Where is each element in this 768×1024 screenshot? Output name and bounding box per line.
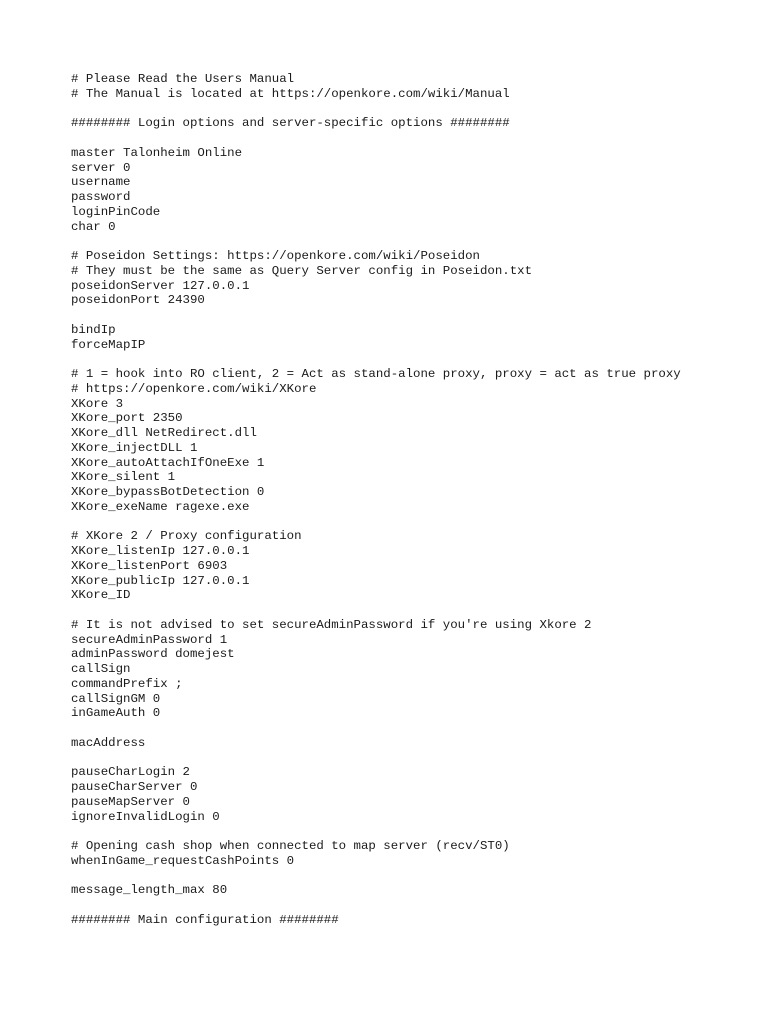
config-line: ######## Login options and server-specific options ########	[71, 116, 510, 131]
config-line: poseidonPort 24390	[71, 293, 205, 308]
config-line: XKore_ID	[71, 588, 131, 603]
config-line: commandPrefix ;	[71, 676, 183, 691]
config-line	[71, 898, 681, 913]
config-line	[71, 869, 681, 884]
config-line: # The Manual is located at https://openkore.com/wiki/Manual	[71, 86, 510, 101]
config-line: pauseMapServer 0	[71, 794, 190, 809]
config-line: callSign	[71, 662, 131, 676]
config-line: XKore_listenIp 127.0.0.1	[71, 544, 250, 558]
config-text-block	[71, 72, 681, 928]
config-line: ignoreInvalidLogin 0	[71, 809, 220, 824]
config-line	[71, 824, 681, 839]
config-line: # https://openkore.com/wiki/XKore	[71, 381, 317, 396]
config-line: username	[71, 175, 131, 190]
config-line: XKore_publicIp 127.0.0.1	[71, 573, 250, 588]
config-line: forceMapIP	[71, 337, 146, 352]
config-line: ######## Main configuration ########	[71, 912, 339, 927]
config-line: loginPinCode	[71, 204, 161, 219]
config-line: char 0	[71, 219, 116, 234]
config-line: XKore_listenPort 6903	[71, 558, 228, 573]
config-line	[71, 308, 681, 323]
config-line: macAddress	[71, 735, 146, 750]
config-line: password	[71, 190, 131, 204]
config-line: # Poseidon Settings: https://openkore.com/wiki/Poseidon	[71, 249, 480, 263]
config-line: # Opening cash shop when connected to map server (recv/ST0)	[71, 839, 510, 853]
config-line: callSignGM 0	[71, 691, 161, 706]
config-line	[71, 234, 681, 249]
config-line: # It is not advised to set secureAdminPassword if you're using Xkore 2	[71, 617, 592, 632]
config-line: # XKore 2 / Proxy configuration	[71, 529, 302, 544]
config-line: XKore_port 2350	[71, 411, 183, 426]
config-line	[71, 352, 681, 367]
config-line: XKore_autoAttachIfOneExe 1	[71, 455, 265, 470]
config-line: # 1 = hook into RO client, 2 = Act as stand-alone proxy, proxy = act as true proxy	[71, 367, 681, 381]
config-line	[71, 721, 681, 736]
config-line: XKore_injectDLL 1	[71, 440, 198, 455]
config-line: XKore_silent 1	[71, 470, 176, 485]
config-line: bindIp	[71, 322, 116, 337]
config-line	[71, 603, 681, 618]
config-line: XKore_bypassBotDetection 0	[71, 485, 265, 499]
config-line	[71, 131, 681, 146]
config-line: adminPassword domejest	[71, 647, 235, 662]
config-line: # They must be the same as Query Server config in Poseidon.txt	[71, 263, 533, 278]
config-line: message_length_max 80	[71, 883, 228, 898]
config-line: secureAdminPassword 1	[71, 632, 228, 647]
config-line: pauseCharLogin 2	[71, 765, 190, 780]
config-line: # Please Read the Users Manual	[71, 72, 295, 86]
config-line: inGameAuth 0	[71, 706, 161, 721]
config-line	[71, 751, 681, 766]
config-line: XKore_dll NetRedirect.dll	[71, 426, 257, 440]
config-line: master Talonheim Online	[71, 145, 243, 160]
config-line	[71, 515, 681, 530]
config-line: XKore 3	[71, 396, 124, 411]
config-line: poseidonServer 127.0.0.1	[71, 278, 250, 293]
config-line: pauseCharServer 0	[71, 780, 198, 794]
config-line: server 0	[71, 160, 131, 175]
config-line	[71, 102, 681, 117]
config-line: whenInGame_requestCashPoints 0	[71, 853, 295, 868]
config-line: XKore_exeName ragexe.exe	[71, 499, 250, 514]
